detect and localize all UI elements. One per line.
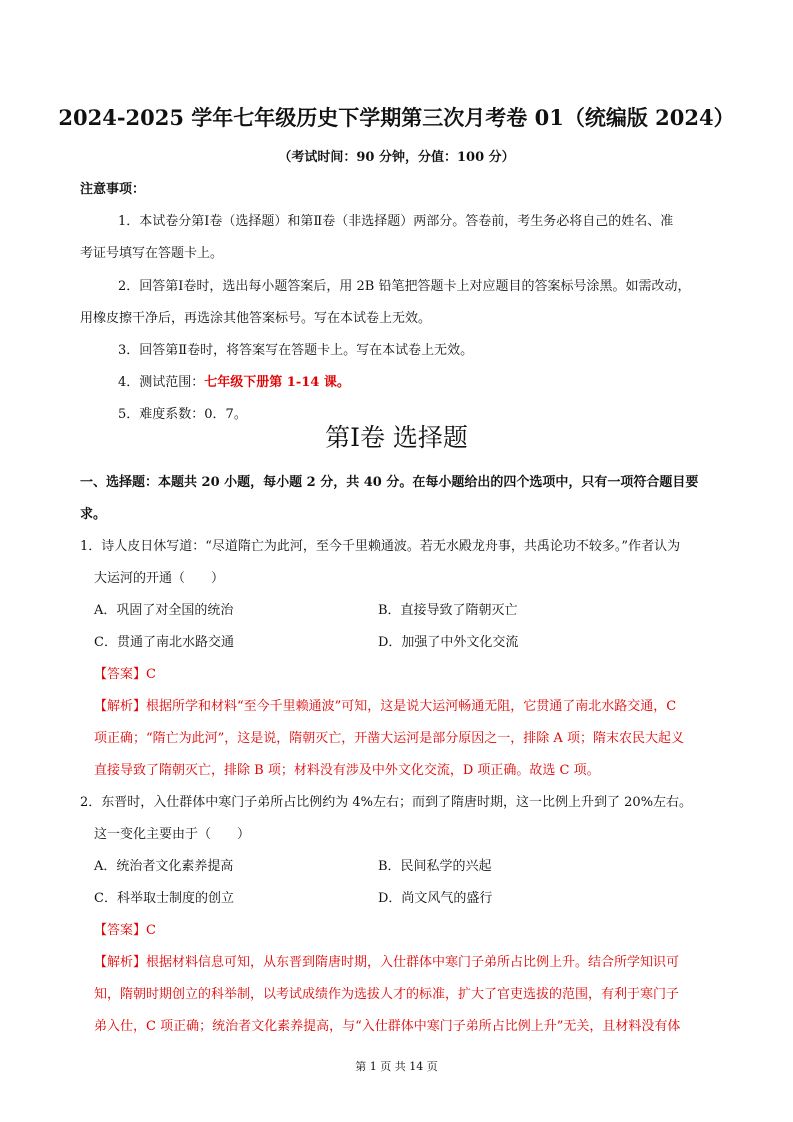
section-title: 第Ⅰ卷 选择题	[325, 423, 468, 452]
question-2-option-b: B．民间私学的兴起	[378, 859, 492, 874]
page-number: 第 1 页 共 14 页	[355, 1060, 438, 1073]
question-1-option-c: C．贯通了南北水路交通	[94, 635, 234, 650]
notice-item-4-prefix: 4．测试范围：	[118, 375, 205, 390]
notice-item-1-cont: 考证号填写在答题卡上。	[80, 246, 224, 261]
question-1-stem-cont: 大运河的开通（ ）	[94, 571, 225, 586]
question-1-analysis-cont: 项正确；“隋亡为此河”，这是说，隋朝灭亡，开凿大运河是部分原因之一，排除 A 项；隋末农民大起义	[94, 731, 684, 746]
question-1-option-d: D．加强了中外文化交流	[378, 635, 519, 650]
question-1-option-a: A．巩固了对全国的统治	[94, 603, 234, 618]
question-1-stem: 1．诗人皮日休写道：“尽道隋亡为此河，至今千里赖通波。若无水殿龙舟事，共禹论功不较多。”作者认为	[80, 539, 681, 554]
notice-item-2: 2．回答第Ⅰ卷时，选出每小题答案后，用 2B 铅笔把答题卡上对应题目的答案标号涂黑。如需改动，	[118, 279, 691, 294]
question-2-analysis-cont: 知，隋朝时期创立的科举制，以考试成绩作为选拔人才的标准，扩大了官吏选拔的范围，有利于寒门子	[94, 987, 680, 1002]
question-2-analysis-cont-2: 弟入仕，C 项正确；统治者文化素养提高，与“入仕群体中寒门子弟所占比例上升”无关，且材料没有体	[94, 1019, 681, 1034]
exam-duration-score: （考试时间：90 分钟，分值：100 分）	[278, 150, 515, 165]
question-1-option-b: B．直接导致了隋朝灭亡	[378, 603, 518, 618]
question-2-stem-cont: 这一变化主要由于（ ）	[94, 827, 251, 842]
notice-item-5: 5．难度系数：0．7。	[118, 407, 247, 422]
page-title: 2024-2025 学年七年级历史下学期第三次月考卷 01（统编版 2024）	[58, 105, 735, 130]
section-instructions: 一、选择题：本题共 20 小题，每小题 2 分，共 40 分。在每小题给出的四个选项中，只有一项符合题目要	[80, 475, 699, 490]
question-1-analysis-cont-2: 直接导致了隋朝灭亡，排除 B 项；材料没有涉及中外文化交流，D 项正确。故选 C 项。	[94, 763, 600, 778]
question-2-analysis: 【解析】根据材料信息可知，从东晋到隋唐时期，入仕群体中寒门子弟所占比例上升。结合所学知识可	[94, 955, 680, 970]
test-range: 七年级下册第 1-14 课	[204, 375, 337, 390]
notice-item-4-suffix: 。	[336, 375, 350, 390]
notice-heading: 注意事项：	[80, 182, 146, 197]
question-1-analysis: 【解析】根据所学和材料“至今千里赖通波”可知，这是说大运河畅通无阻，它贯通了南北水路交通，C	[94, 699, 677, 714]
question-2-option-d: D．尚文风气的盛行	[378, 891, 493, 906]
question-1-answer: 【答案】C	[94, 667, 156, 682]
notice-item-4	[118, 371, 350, 390]
section-instructions-cont: 求。	[80, 507, 107, 522]
question-2-stem: 2．东晋时，入仕群体中寒门子弟所占比例约为 4%左右；而到了隋唐时期，这一比例上升到了 20%左右。	[80, 795, 693, 810]
question-2-option-a: A．统治者文化素养提高	[94, 859, 234, 874]
question-2-option-c: C．科举取士制度的创立	[94, 891, 234, 906]
notice-item-2-cont: 用橡皮擦干净后，再选涂其他答案标号。写在本试卷上无效。	[80, 311, 432, 326]
notice-item-3: 3．回答第Ⅱ卷时，将答案写在答题卡上。写在本试卷上无效。	[118, 343, 474, 358]
question-2-answer: 【答案】C	[94, 923, 156, 938]
notice-item-1: 1．本试卷分第Ⅰ卷（选择题）和第Ⅱ卷（非选择题）两部分。答卷前，考生务必将自己的姓名、准	[118, 214, 674, 229]
